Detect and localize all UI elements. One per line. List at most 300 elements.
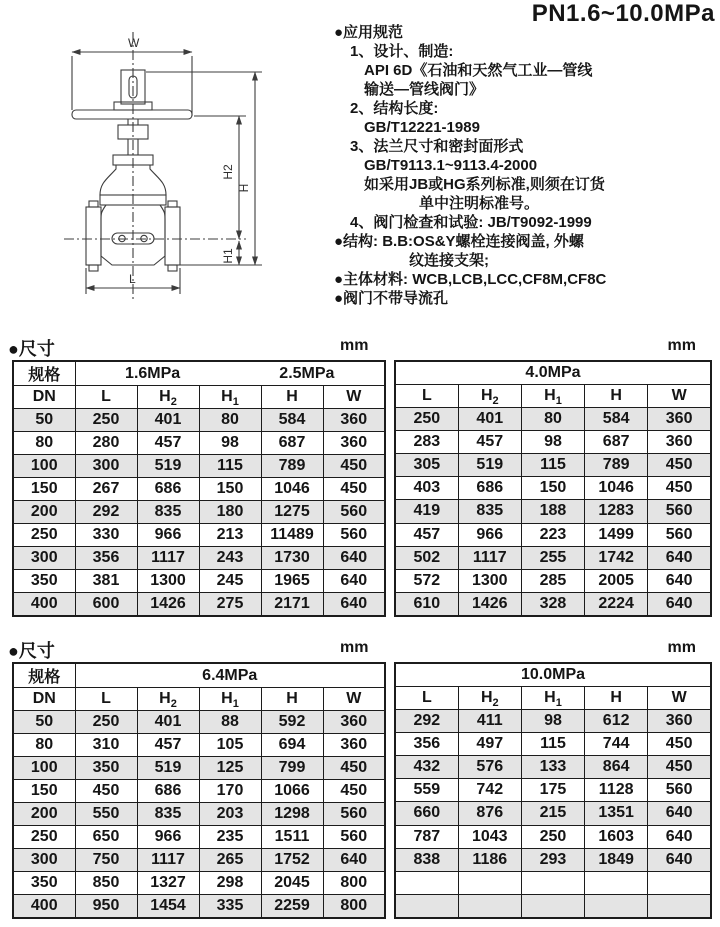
dimension-value: 1849 — [585, 848, 648, 871]
dimension-value: 328 — [521, 592, 584, 616]
column-header: W — [323, 386, 385, 409]
dimension-value: 356 — [395, 733, 458, 756]
column-header: H — [585, 385, 648, 408]
dimension-value: 799 — [261, 757, 323, 780]
dimension-value: 1511 — [261, 826, 323, 849]
dimension-value: 150 — [13, 478, 75, 501]
dimension-value — [458, 894, 521, 918]
dimension-value: 80 — [521, 408, 584, 431]
dimension-value: 432 — [395, 756, 458, 779]
dimension-value: 660 — [395, 802, 458, 825]
dimension-value: 170 — [199, 780, 261, 803]
pressure-label: 6.4MPa — [202, 666, 258, 684]
table-row — [13, 849, 385, 872]
pressure-header — [395, 361, 711, 385]
table-row — [13, 757, 385, 780]
dimension-value: 1275 — [261, 501, 323, 524]
dimension-value: 292 — [395, 710, 458, 733]
dimension-value: 419 — [395, 500, 458, 523]
pressure-header — [75, 663, 385, 688]
pressure-header — [395, 663, 711, 687]
dimension-value: 360 — [648, 408, 711, 431]
column-header: $H_2$ — [458, 385, 521, 408]
right-pipe-flange — [165, 207, 180, 265]
dimension-value: 1046 — [585, 477, 648, 500]
dimension-value: 640 — [323, 593, 385, 617]
unit-label: mm — [667, 639, 696, 656]
table-row — [13, 872, 385, 895]
dimension-value: 640 — [648, 569, 711, 592]
dimension-value: 250 — [521, 825, 584, 848]
table-row — [395, 454, 711, 477]
dimension-value: 560 — [323, 501, 385, 524]
dimension-value: 560 — [323, 826, 385, 849]
dimension-value: 133 — [521, 756, 584, 779]
dimension-value: 835 — [137, 803, 199, 826]
dimension-value: 80 — [199, 409, 261, 432]
dimension-value: 350 — [13, 872, 75, 895]
spec-line: 1、设计、制造: — [350, 43, 454, 60]
dim-label-h2: H2 — [221, 164, 235, 180]
dimension-value: 966 — [137, 524, 199, 547]
dimension-value: 100 — [13, 455, 75, 478]
dimension-value: 360 — [323, 734, 385, 757]
tables-row — [12, 662, 712, 919]
dimension-value: 180 — [199, 501, 261, 524]
dimension-value: 457 — [395, 523, 458, 546]
column-header: $H_1$ — [199, 688, 261, 711]
dimension-value: 360 — [323, 409, 385, 432]
table-row — [395, 592, 711, 616]
dimension-value — [648, 894, 711, 918]
dimension-value: 11489 — [261, 524, 323, 547]
column-header: L — [75, 386, 137, 409]
dimension-table-100mpa — [394, 662, 712, 919]
dimension-value: 502 — [395, 546, 458, 569]
dimension-value: 612 — [585, 710, 648, 733]
dimension-value: 789 — [585, 454, 648, 477]
unit-label: mm — [667, 337, 696, 354]
spec-line: ●应用规范 — [334, 24, 404, 41]
table-row — [13, 826, 385, 849]
dimension-value: 1117 — [458, 546, 521, 569]
dimension-value: 1499 — [585, 523, 648, 546]
pressure-header — [75, 361, 385, 386]
dimension-value — [585, 894, 648, 918]
unit-label: mm — [340, 337, 369, 354]
dimension-value: 80 — [13, 432, 75, 455]
dimension-value: 572 — [395, 569, 458, 592]
spec-line: 4、阀门检查和试验: JB/T9092-1999 — [350, 214, 592, 231]
column-header: $H_2$ — [137, 688, 199, 711]
dimension-value: 560 — [648, 500, 711, 523]
spec-line: 单中注明标准号。 — [419, 195, 540, 212]
dimension-value: 560 — [323, 524, 385, 547]
dimension-value: 150 — [199, 478, 261, 501]
dimension-value: 550 — [75, 803, 137, 826]
dimension-value: 98 — [521, 431, 584, 454]
table-row — [13, 734, 385, 757]
dimension-value: 330 — [75, 524, 137, 547]
dimension-value: 250 — [395, 408, 458, 431]
dimension-value: 744 — [585, 733, 648, 756]
dimension-value: 245 — [199, 570, 261, 593]
dimension-value: 800 — [323, 895, 385, 919]
pressure-label: 2.5MPa — [279, 364, 335, 382]
dimension-value: 223 — [521, 523, 584, 546]
dimension-value: 175 — [521, 779, 584, 802]
dimension-value: 1298 — [261, 803, 323, 826]
dimension-value: 401 — [458, 408, 521, 431]
table-row — [13, 432, 385, 455]
dimension-value: 450 — [648, 756, 711, 779]
dimension-value: 686 — [458, 477, 521, 500]
spec-line: API 6D《石油和天然气工业—管线 — [364, 62, 593, 79]
tables-row — [12, 360, 712, 617]
dimension-value: 640 — [648, 592, 711, 616]
dimension-value: 243 — [199, 547, 261, 570]
table-row — [13, 478, 385, 501]
column-header: L — [395, 687, 458, 710]
table-row — [395, 523, 711, 546]
dimension-value: 742 — [458, 779, 521, 802]
dimension-value: 310 — [75, 734, 137, 757]
dimension-value: 280 — [75, 432, 137, 455]
dimension-value: 1043 — [458, 825, 521, 848]
dimension-value — [521, 894, 584, 918]
section-label: ●尺寸 — [8, 641, 55, 661]
dimension-value: 2005 — [585, 569, 648, 592]
dimension-value: 293 — [521, 848, 584, 871]
dimension-value: 686 — [137, 478, 199, 501]
spec-header: 规格 — [13, 361, 75, 386]
table-row — [13, 780, 385, 803]
handwheel — [72, 110, 192, 119]
dimension-value: 300 — [75, 455, 137, 478]
dimension-value: 250 — [13, 826, 75, 849]
table-row — [13, 455, 385, 478]
dimension-value: 1300 — [458, 569, 521, 592]
dimension-value: 1327 — [137, 872, 199, 895]
dimension-value: 265 — [199, 849, 261, 872]
dimension-section-1 — [8, 334, 712, 617]
dimension-value: 115 — [521, 733, 584, 756]
spec-line: ●阀门不带导流孔 — [334, 290, 449, 307]
dimension-value: 864 — [585, 756, 648, 779]
spec-line: 输送—管线阀门》 — [364, 81, 485, 98]
table-row — [395, 871, 711, 894]
column-header: H — [261, 386, 323, 409]
dimension-value: 450 — [648, 733, 711, 756]
table-row — [395, 477, 711, 500]
dimension-table-40mpa — [394, 360, 712, 617]
dimension-value — [585, 871, 648, 894]
dimension-value: 686 — [137, 780, 199, 803]
valve-drawing-svg — [28, 12, 320, 324]
dimension-value: 600 — [75, 593, 137, 617]
dimension-value: 2171 — [261, 593, 323, 617]
dimension-value: 150 — [521, 477, 584, 500]
dimension-value: 519 — [137, 455, 199, 478]
dimension-value: 592 — [261, 711, 323, 734]
flange-tab — [89, 201, 98, 207]
table-row — [395, 894, 711, 918]
dimension-value: 584 — [261, 409, 323, 432]
dimension-value: 50 — [13, 711, 75, 734]
dimension-value: 1066 — [261, 780, 323, 803]
table-row — [13, 409, 385, 432]
application-specs — [334, 23, 718, 308]
dimension-value: 300 — [13, 849, 75, 872]
dimension-value: 105 — [199, 734, 261, 757]
dimension-value: 115 — [521, 454, 584, 477]
table-row — [395, 756, 711, 779]
dim-label-h1: H1 — [221, 248, 235, 264]
table-row — [395, 733, 711, 756]
dimension-value: 2224 — [585, 592, 648, 616]
dimension-value: 560 — [648, 523, 711, 546]
dimension-value: 838 — [395, 848, 458, 871]
dimension-value: 1742 — [585, 546, 648, 569]
dimension-value: 787 — [395, 825, 458, 848]
dimension-value: 750 — [75, 849, 137, 872]
table-row — [13, 501, 385, 524]
dimension-value: 203 — [199, 803, 261, 826]
dimension-value: 650 — [75, 826, 137, 849]
dimension-value: 610 — [395, 592, 458, 616]
dimension-value: 559 — [395, 779, 458, 802]
dimension-value: 188 — [521, 500, 584, 523]
column-header: W — [323, 688, 385, 711]
dimension-value: 1730 — [261, 547, 323, 570]
dimension-value: 283 — [395, 431, 458, 454]
page-title: PN1.6~10.0MPa — [531, 0, 715, 27]
dimension-value: 275 — [199, 593, 261, 617]
dimension-value: 519 — [458, 454, 521, 477]
dimension-value: 400 — [13, 895, 75, 919]
dimension-value — [395, 871, 458, 894]
dimension-value: 560 — [648, 779, 711, 802]
spec-line: 3、法兰尺寸和密封面形式 — [350, 138, 524, 155]
dimension-value: 403 — [395, 477, 458, 500]
table-row — [395, 431, 711, 454]
dimension-value: 640 — [323, 849, 385, 872]
dimension-value: 497 — [458, 733, 521, 756]
dimension-value: 2045 — [261, 872, 323, 895]
dimension-value: 88 — [199, 711, 261, 734]
spec-line: ●主体材料: WCB,LCB,LCC,CF8M,CF8C — [334, 271, 607, 288]
dn-column-header: DN — [13, 386, 75, 409]
table-row — [13, 711, 385, 734]
section-header — [8, 334, 712, 360]
dimension-table-16-25mpa — [12, 360, 386, 617]
column-header: W — [648, 385, 711, 408]
table-row — [395, 569, 711, 592]
dimension-value: 360 — [323, 711, 385, 734]
dimension-value: 360 — [323, 432, 385, 455]
spec-line: 如采用JB或HG系列标准,则须在订货 — [364, 176, 605, 193]
dimension-value: 450 — [323, 780, 385, 803]
dimension-value — [395, 894, 458, 918]
dimension-value: 400 — [13, 593, 75, 617]
spec-line: GB/T9113.1~9113.4-2000 — [364, 157, 538, 174]
dimension-value: 255 — [521, 546, 584, 569]
spec-line: 纹连接支架; — [409, 252, 489, 269]
dim-label-l: L — [129, 272, 136, 286]
dimension-value: 789 — [261, 455, 323, 478]
table-row — [13, 524, 385, 547]
dimension-value: 150 — [13, 780, 75, 803]
dimension-value: 457 — [458, 431, 521, 454]
column-header: $H_2$ — [137, 386, 199, 409]
table-row — [395, 710, 711, 733]
pressure-label: 1.6MPa — [125, 364, 181, 382]
dimension-value: 360 — [648, 431, 711, 454]
table-row — [395, 408, 711, 431]
dimension-value: 80 — [13, 734, 75, 757]
dimension-value: 1426 — [458, 592, 521, 616]
section-header — [8, 636, 712, 662]
dimension-value: 640 — [648, 848, 711, 871]
dimension-value: 98 — [521, 710, 584, 733]
dimension-value: 300 — [13, 547, 75, 570]
dimension-value: 450 — [648, 454, 711, 477]
dimension-value: 1186 — [458, 848, 521, 871]
dimension-value: 876 — [458, 802, 521, 825]
column-header: L — [395, 385, 458, 408]
dimension-value: 360 — [648, 710, 711, 733]
dimension-value: 640 — [648, 546, 711, 569]
dimension-value: 250 — [75, 711, 137, 734]
dimension-value: 694 — [261, 734, 323, 757]
table-row — [395, 500, 711, 523]
dimension-value: 950 — [75, 895, 137, 919]
dimension-value: 381 — [75, 570, 137, 593]
dimension-value: 457 — [137, 432, 199, 455]
dimension-value: 285 — [521, 569, 584, 592]
dimension-value: 250 — [75, 409, 137, 432]
dimension-value: 292 — [75, 501, 137, 524]
dimension-value: 640 — [648, 825, 711, 848]
dimension-value: 640 — [648, 802, 711, 825]
dim-label-w: W — [128, 36, 140, 50]
dimension-value: 450 — [323, 478, 385, 501]
dimension-value: 1117 — [137, 547, 199, 570]
dimension-value: 1603 — [585, 825, 648, 848]
dimension-value: 305 — [395, 454, 458, 477]
table-row — [395, 802, 711, 825]
dimension-value: 519 — [137, 757, 199, 780]
dimension-value: 1283 — [585, 500, 648, 523]
pressure-label: 10.0MPa — [520, 666, 586, 683]
column-header: $H_1$ — [521, 687, 584, 710]
dimension-value: 966 — [137, 826, 199, 849]
table-row — [395, 825, 711, 848]
dimension-value: 576 — [458, 756, 521, 779]
dimension-value: 298 — [199, 872, 261, 895]
dimension-value: 250 — [13, 524, 75, 547]
valve-drawing — [28, 12, 320, 324]
dimension-value: 1046 — [261, 478, 323, 501]
dimension-value: 640 — [323, 547, 385, 570]
dimension-value: 850 — [75, 872, 137, 895]
table-row — [395, 546, 711, 569]
dimension-value: 1300 — [137, 570, 199, 593]
dimension-value: 1426 — [137, 593, 199, 617]
dimension-value: 267 — [75, 478, 137, 501]
dimension-value: 640 — [323, 570, 385, 593]
dimension-value: 584 — [585, 408, 648, 431]
table-row — [13, 803, 385, 826]
dimension-value: 835 — [137, 501, 199, 524]
dim-label-h: H — [237, 183, 251, 193]
dimension-value: 450 — [323, 455, 385, 478]
dimension-value: 213 — [199, 524, 261, 547]
dimension-value: 1117 — [137, 849, 199, 872]
spec-header: 规格 — [13, 663, 75, 688]
dimension-value: 450 — [75, 780, 137, 803]
dimension-value: 1752 — [261, 849, 323, 872]
table-row — [13, 570, 385, 593]
dimension-section-2 — [8, 636, 712, 919]
spec-line: 2、结构长度: — [350, 100, 439, 117]
spec-line: ●结构: B.B:OS&Y螺栓连接阀盖, 外螺 — [334, 233, 584, 250]
left-pipe-flange — [86, 207, 101, 265]
column-header: W — [648, 687, 711, 710]
flange-tab — [168, 201, 177, 207]
dimension-value: 98 — [199, 432, 261, 455]
pressure-label: 4.0MPa — [525, 364, 581, 381]
table-row — [395, 779, 711, 802]
dn-column-header: DN — [13, 688, 75, 711]
dimension-value: 100 — [13, 757, 75, 780]
dimension-value: 401 — [137, 711, 199, 734]
table-row — [395, 848, 711, 871]
flange-tab — [89, 265, 98, 271]
dimension-value: 800 — [323, 872, 385, 895]
dimension-table-64mpa — [12, 662, 386, 919]
table-row — [13, 895, 385, 919]
dimension-value: 966 — [458, 523, 521, 546]
dimension-value: 560 — [323, 803, 385, 826]
dimension-value: 200 — [13, 501, 75, 524]
dimension-value: 457 — [137, 734, 199, 757]
dimension-value: 125 — [199, 757, 261, 780]
dimension-value: 450 — [648, 477, 711, 500]
dimension-value: 687 — [261, 432, 323, 455]
table-row — [13, 547, 385, 570]
dimension-value: 835 — [458, 500, 521, 523]
dimension-value: 1351 — [585, 802, 648, 825]
dimension-value: 411 — [458, 710, 521, 733]
dimension-value: 50 — [13, 409, 75, 432]
dimension-value: 1965 — [261, 570, 323, 593]
unit-label: mm — [340, 639, 369, 656]
section-label: ●尺寸 — [8, 339, 55, 359]
dimension-value: 356 — [75, 547, 137, 570]
dimension-value: 215 — [521, 802, 584, 825]
dimension-value: 200 — [13, 803, 75, 826]
table-row — [13, 593, 385, 617]
column-header: $H_1$ — [521, 385, 584, 408]
spec-line: GB/T12221-1989 — [364, 119, 480, 136]
dimension-value: 115 — [199, 455, 261, 478]
flange-tab — [168, 265, 177, 271]
dimension-value: 1128 — [585, 779, 648, 802]
dimension-value: 2259 — [261, 895, 323, 919]
column-header: $H_1$ — [199, 386, 261, 409]
column-header: L — [75, 688, 137, 711]
